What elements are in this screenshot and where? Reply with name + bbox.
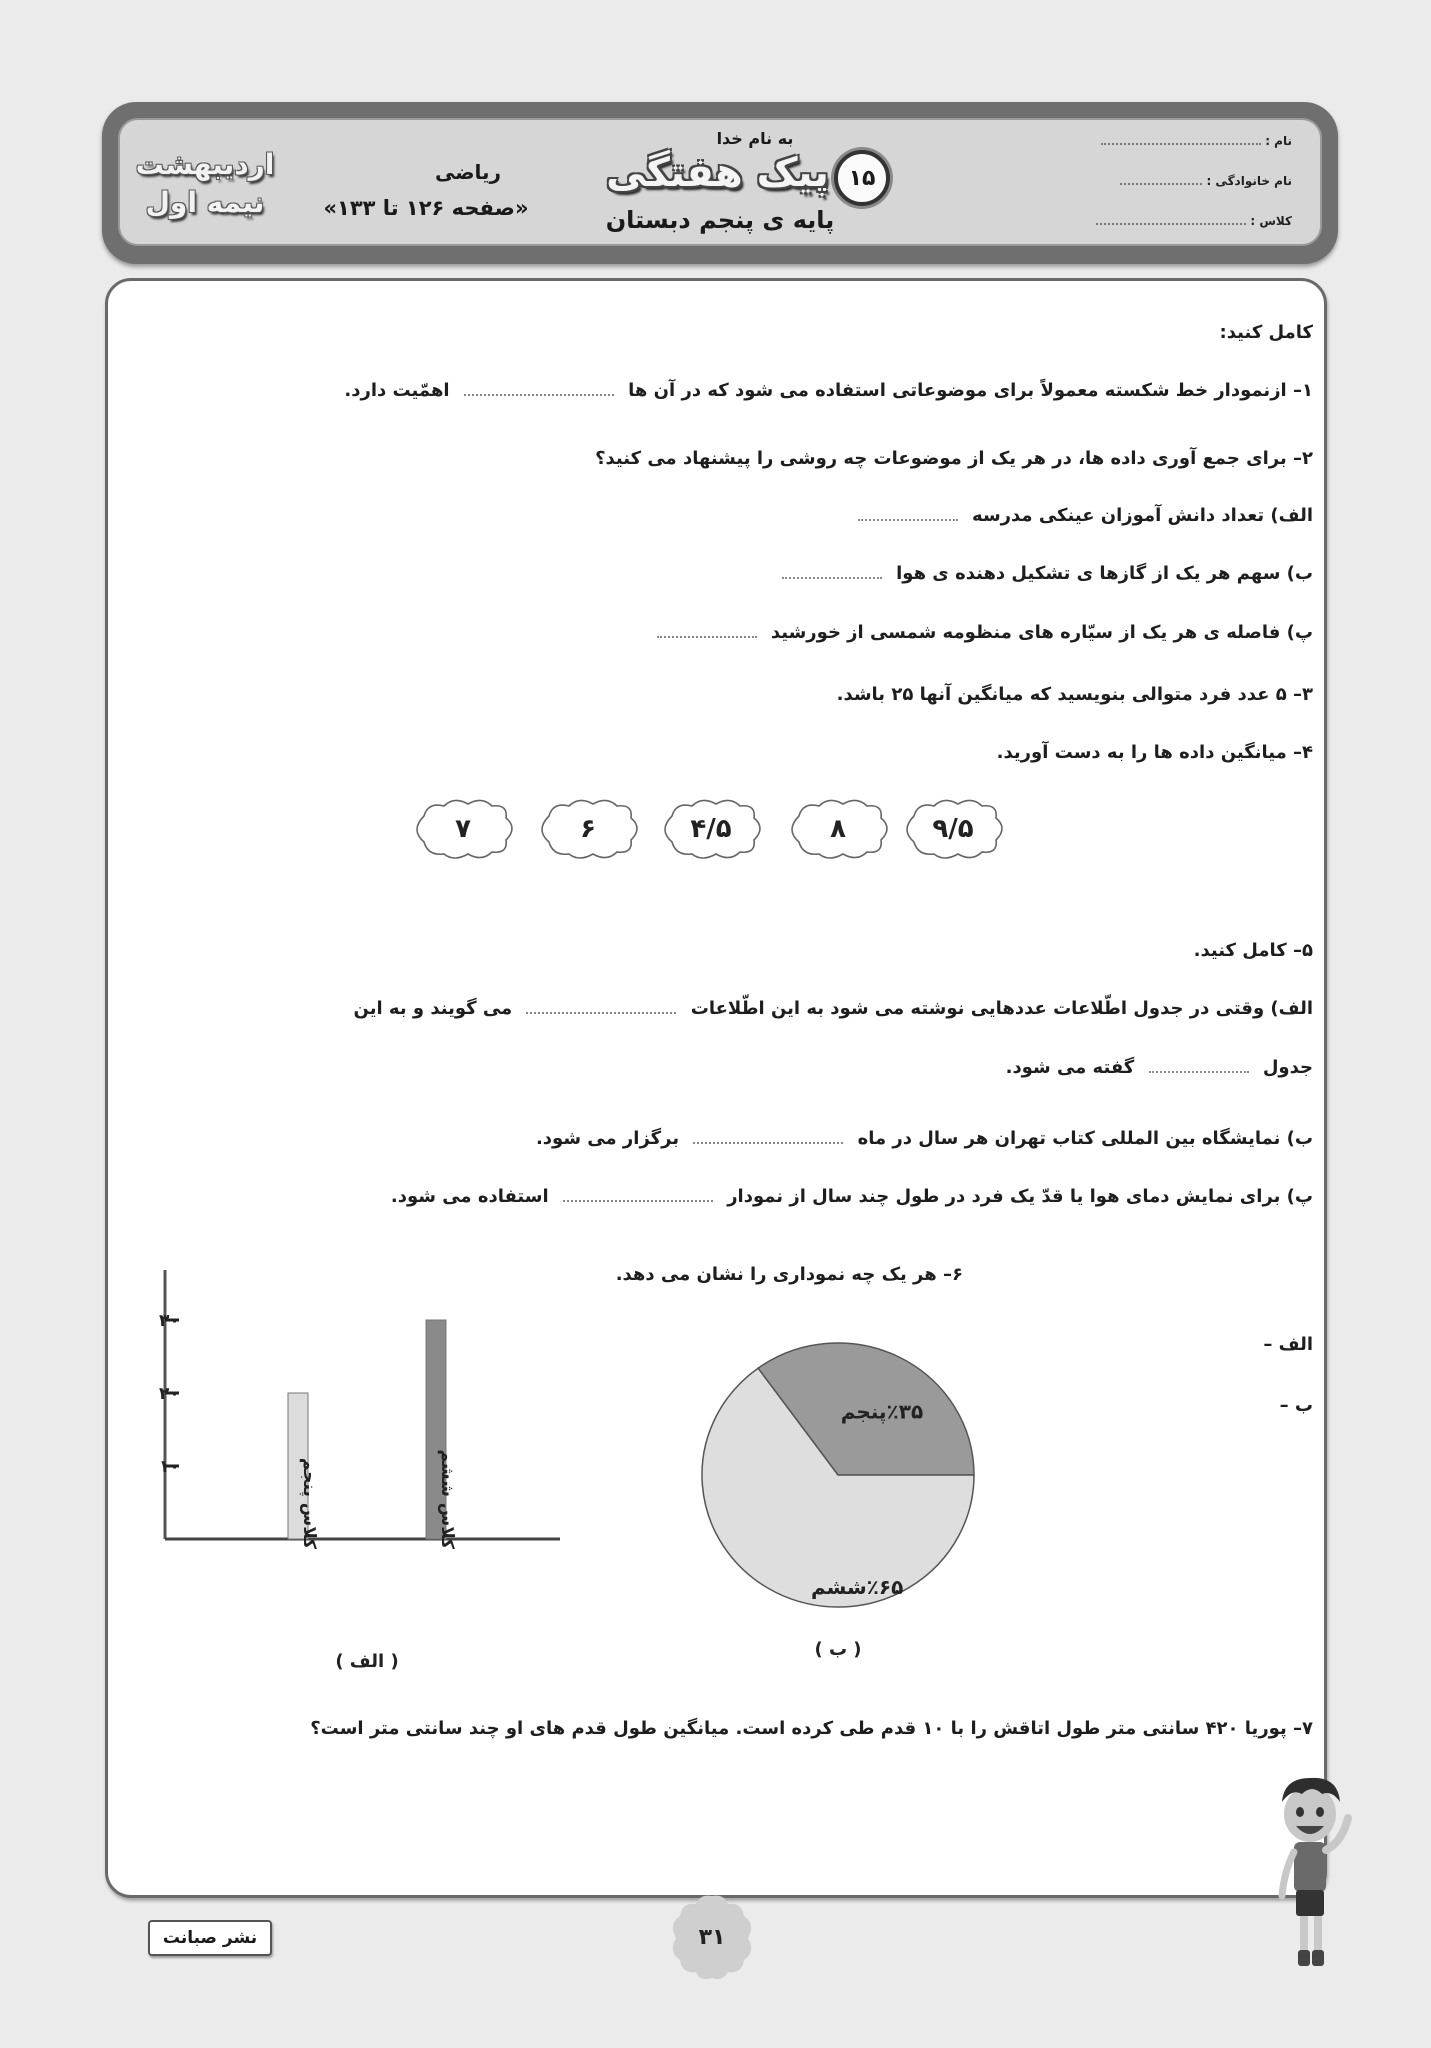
publisher-label: نشر صبانت (148, 1920, 272, 1956)
question-5-a-text-2-end: گفته می شود. (1005, 1057, 1135, 1078)
class-blank[interactable] (1096, 223, 1246, 225)
question-2-item-c-blank[interactable] (657, 636, 757, 638)
family-name-label: نام خانوادگی : (1206, 174, 1292, 188)
page-number: ۳۱ (698, 1924, 726, 1950)
question-5-b-blank[interactable] (693, 1142, 843, 1144)
question-5-a-line1 (354, 998, 1313, 1019)
boy-mascot-icon (1262, 1772, 1382, 1972)
bismillah: به نام خدا (716, 129, 794, 148)
y-tick-label: ۲۰ (159, 1384, 180, 1404)
question-7: ۷– پوریا ۴۲۰ سانتی متر طول اتاقش را با ۱۰ قدم طی کرده است. میانگین طول قدم های او چند سانتی متر است؟ (310, 1718, 1313, 1739)
question-5-a-text-2: جدول (1262, 1057, 1313, 1078)
data-value: ۹/۵ (932, 814, 974, 844)
data-cloud (410, 798, 516, 860)
question-5-a-text-end: می گویند و به این (353, 998, 513, 1019)
half-label: نیمه اول (145, 186, 265, 219)
data-value: ۷ (455, 814, 471, 844)
question-4: ۴– میانگین داده ها را به دست آورید. (996, 742, 1313, 763)
grade-label: پایه ی پنجم دبستان (605, 206, 835, 234)
intro-heading: کامل کنید: (1219, 322, 1313, 343)
data-value: ۴/۵ (690, 814, 732, 844)
question-5-a-line2 (1006, 1057, 1313, 1078)
pie-slice-label: ٪۶۵ششم (810, 1574, 904, 1599)
question-2-item-a-text: الف) تعداد دانش آموزان عینکی مدرسه (972, 505, 1313, 526)
question-1-blank[interactable] (464, 394, 614, 396)
question-5: ۵– کامل کنید. (1193, 940, 1313, 961)
data-cloud (785, 798, 891, 860)
question-5-c (391, 1186, 1313, 1207)
question-5-a-blank-2[interactable] (1149, 1071, 1249, 1073)
question-6-answer-a[interactable]: الف – (1263, 1334, 1313, 1355)
data-cloud (658, 798, 764, 860)
pie-chart-title: ( ب ) (814, 1639, 862, 1660)
question-5-c-text: پ) برای نمایش دمای هوا یا قدّ یک فرد در طول چند سال از نمودار (727, 1186, 1313, 1207)
bar-chart-title: ( الف ) (335, 1651, 399, 1672)
pages-range: «صفحه ۱۲۶ تا ۱۳۳» (323, 196, 529, 220)
subject-label: ریاضی (434, 160, 502, 184)
question-1-text: ۱– ازنمودار خط شکسته معمولاً برای موضوعاتی استفاده می شود که در آن ها (628, 380, 1313, 401)
question-1-text-end: اهمّیت دارد. (344, 380, 450, 401)
question-2: ۲– برای جمع آوری داده ها، در هر یک از موضوعات چه روشی را پیشنهاد می کنید؟ (595, 448, 1313, 469)
question-6-answer-b[interactable]: ب – (1279, 1395, 1313, 1416)
data-cloud (535, 798, 641, 860)
question-5-b-text: ب) نمایشگاه بین المللی کتاب تهران هر سال در ماه (857, 1128, 1313, 1149)
question-2-item-b (774, 563, 1313, 584)
family-name-field[interactable] (1120, 174, 1292, 188)
issue-number-badge: ۱۵ (834, 150, 890, 206)
question-5-a-blank-1[interactable] (526, 1012, 676, 1014)
question-5-c-text-end: استفاده می شود. (390, 1186, 549, 1207)
name-label: نام : (1265, 134, 1292, 148)
class-field[interactable] (1096, 214, 1292, 228)
question-2-item-c-text: پ) فاصله ی هر یک از سیّاره های منظومه شمسی از خورشید (770, 622, 1313, 643)
data-value: ۸ (830, 814, 846, 844)
question-2-item-b-blank[interactable] (782, 577, 882, 579)
header (118, 118, 1322, 246)
question-5-c-blank[interactable] (563, 1200, 713, 1202)
x-tick-label: کلاس ششم (437, 1449, 457, 1549)
data-cloud (900, 798, 1006, 860)
pie-slice-label: ٪۳۵پنجم (840, 1399, 924, 1424)
question-2-item-a-blank[interactable] (858, 519, 958, 521)
page-title: پیک هفتگی (606, 150, 829, 196)
question-2-item-a (850, 505, 1313, 526)
name-field[interactable] (1101, 134, 1292, 148)
question-2-item-b-text: ب) سهم هر یک از گازها ی تشکیل دهنده ی هوا (896, 563, 1313, 584)
question-2-item-c (649, 622, 1313, 643)
y-tick-label: ۳۰ (159, 1311, 180, 1331)
question-1 (344, 380, 1313, 401)
x-tick-label: کلاس پنجم (299, 1457, 319, 1549)
question-5-b (536, 1128, 1313, 1149)
class-label: کلاس : (1250, 214, 1292, 228)
pie-chart (695, 1330, 985, 1670)
data-value: ۶ (580, 814, 596, 844)
question-5-a-text: الف) وقتی در جدول اطّلاعات عددهایی نوشته می شود به این اطّلاعات (690, 998, 1313, 1019)
family-name-blank[interactable] (1120, 183, 1202, 185)
name-blank[interactable] (1101, 143, 1261, 145)
question-6: ۶– هر یک چه نموداری را نشان می دهد. (615, 1264, 963, 1285)
y-tick-label: ۱۰ (159, 1457, 180, 1477)
bar-chart (110, 1255, 570, 1675)
page-number-badge (668, 1892, 756, 1982)
question-5-b-text-end: برگزار می شود. (535, 1128, 680, 1149)
month-label: اردیبهشت (135, 148, 275, 181)
question-3: ۳– ۵ عدد فرد متوالی بنویسید که میانگین آنها ۲۵ باشد. (836, 684, 1313, 705)
